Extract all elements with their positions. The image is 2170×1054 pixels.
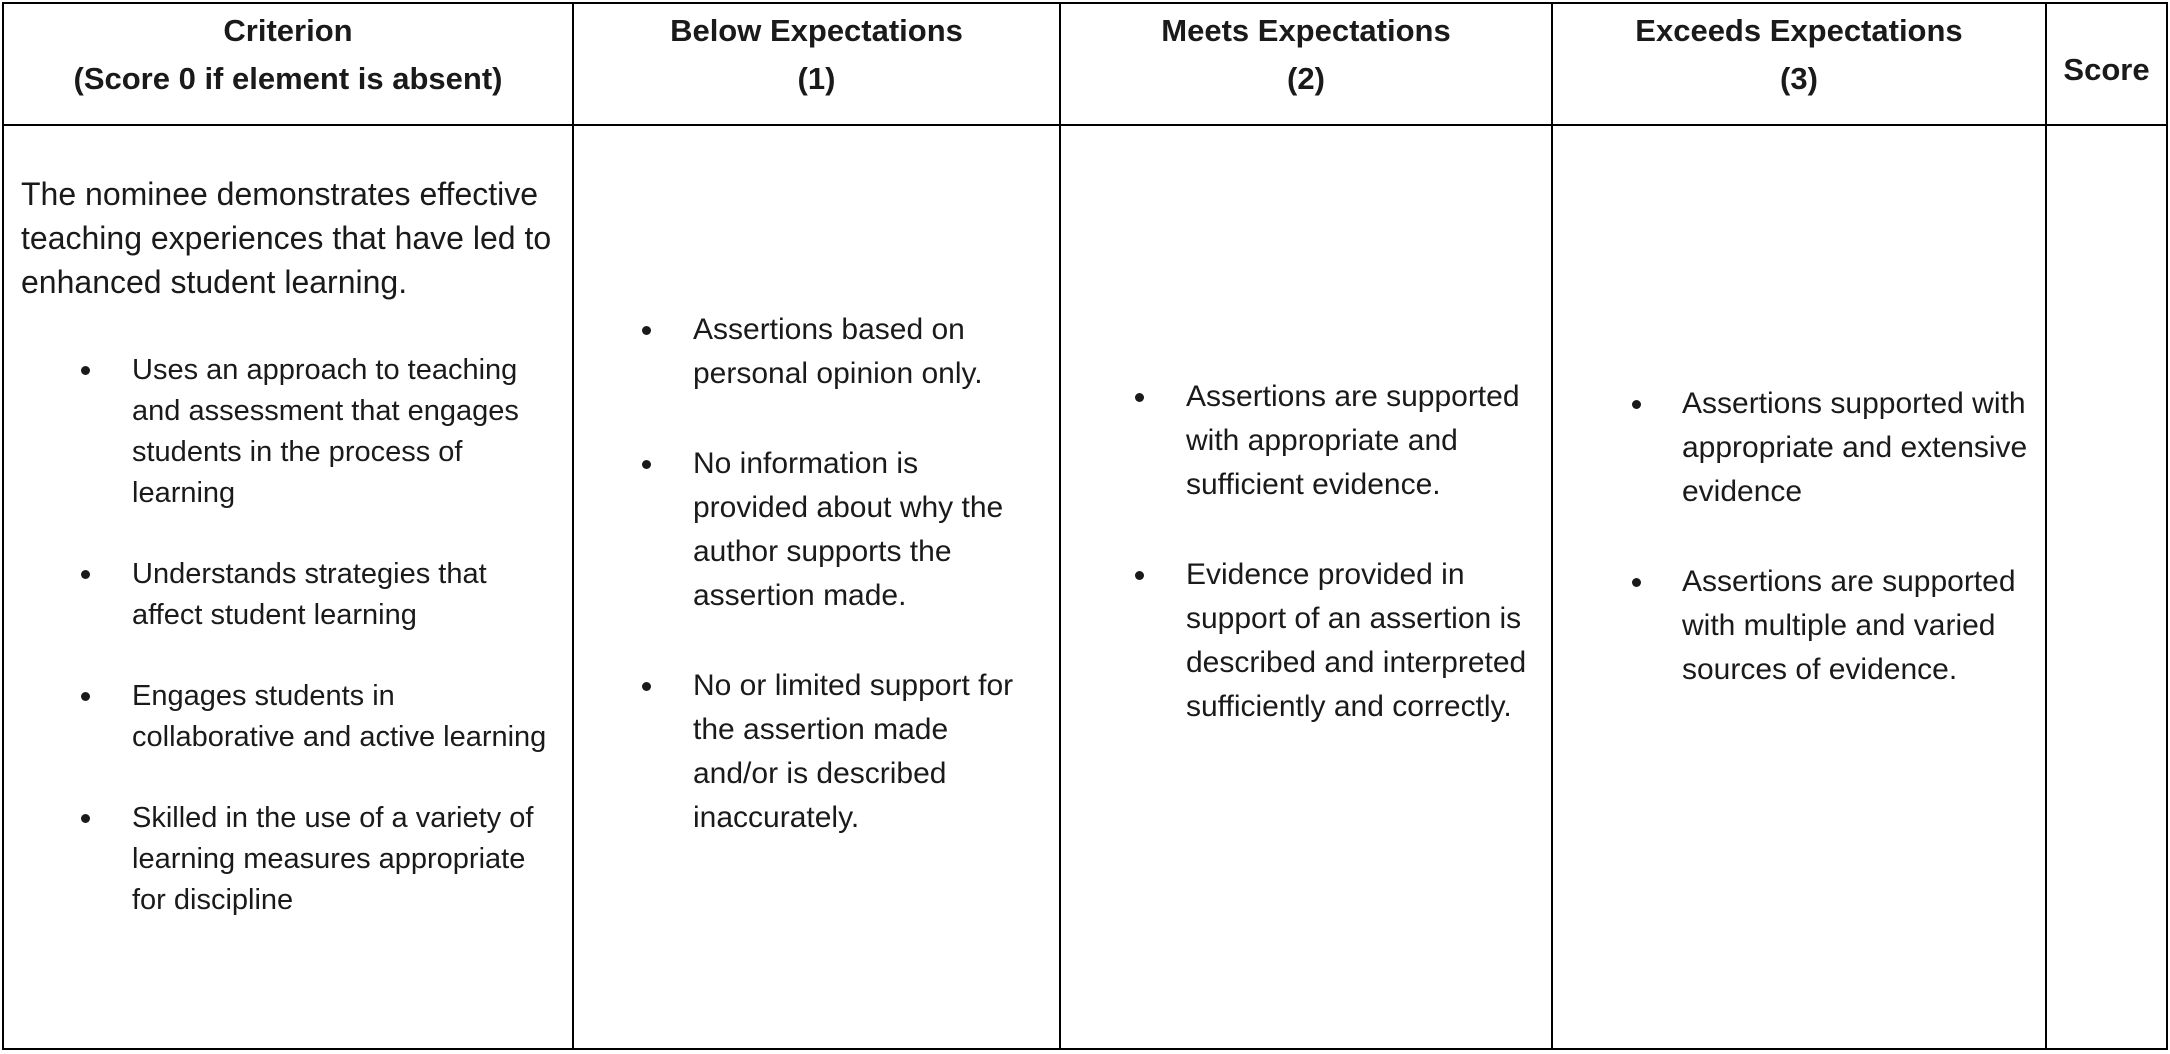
below-expectations-list — [574, 308, 1039, 866]
exceeds-expectations-points: (3) — [1780, 61, 1818, 96]
meets-expectations-item — [1061, 375, 1531, 507]
criterion-item-text: Uses an approach to teaching and assessment that engages students in the process of learning — [132, 354, 519, 509]
meets-expectations-title: Meets Expectations — [1161, 13, 1451, 48]
below-expectations-header — [573, 3, 1060, 125]
meets-expectations-item — [1061, 553, 1531, 729]
bullet-icon — [81, 366, 90, 375]
criterion-item-text: Engages students in collaborative and active learning — [132, 680, 547, 753]
exceeds-expectations-header — [1552, 3, 2046, 125]
meets-expectations-list — [1061, 375, 1531, 729]
bullet-icon — [81, 814, 90, 823]
criterion-item — [21, 798, 558, 921]
criterion-intro: The nominee demonstrates effective teaching experiences that have led to enhanced student learning. — [21, 176, 552, 300]
exceeds-expectations-list — [1553, 382, 2037, 692]
exceeds-item-text: Assertions are supported with multiple and varied sources of evidence. — [1682, 565, 2016, 686]
meets-expectations-header — [1060, 3, 1552, 125]
rubric-table — [2, 2, 2168, 1050]
bullet-icon — [1632, 400, 1641, 409]
below-item-text: No or limited support for the assertion made and/or is described inaccurately. — [693, 669, 1014, 834]
meets-expectations-cell — [1060, 125, 1552, 1049]
criterion-header-title: Criterion — [223, 13, 353, 48]
bullet-icon — [1135, 571, 1144, 580]
criterion-item — [21, 676, 558, 758]
bullet-icon — [81, 692, 90, 701]
bullet-icon — [642, 682, 651, 691]
criterion-list — [21, 350, 558, 921]
meets-item-text: Assertions are supported with appropriate and sufficient evidence. — [1186, 380, 1520, 501]
score-header-label: Score — [2063, 52, 2150, 87]
bullet-icon — [642, 460, 651, 469]
criterion-row — [3, 125, 2167, 1049]
exceeds-expectations-item — [1553, 560, 2037, 692]
below-item-text: No information is provided about why the author supports the assertion made. — [693, 447, 1004, 612]
below-expectations-item — [574, 308, 1039, 396]
exceeds-expectations-title: Exceeds Expectations — [1635, 13, 1963, 48]
criterion-header — [3, 3, 573, 125]
criterion-item — [21, 350, 558, 514]
meets-expectations-points: (2) — [1287, 61, 1325, 96]
bullet-icon — [81, 570, 90, 579]
below-expectations-item — [574, 442, 1039, 618]
exceeds-expectations-item — [1553, 382, 2037, 514]
criterion-item-text: Understands strategies that affect student learning — [132, 558, 487, 631]
criterion-item-text: Skilled in the use of a variety of learning measures appropriate for discipline — [132, 802, 534, 916]
below-item-text: Assertions based on personal opinion only. — [693, 313, 983, 390]
score-cell[interactable] — [2046, 125, 2167, 1049]
below-expectations-points: (1) — [797, 61, 836, 96]
criterion-header-note: (Score 0 if element is absent) — [73, 61, 503, 96]
below-expectations-item — [574, 664, 1039, 840]
bullet-icon — [642, 326, 651, 335]
meets-item-text: Evidence provided in support of an assertion is described and interpreted sufficiently and correctly. — [1186, 558, 1527, 723]
header-row — [3, 3, 2167, 125]
bullet-icon — [1632, 578, 1641, 587]
criterion-cell — [3, 125, 573, 1049]
score-header — [2046, 3, 2167, 125]
exceeds-item-text: Assertions supported with appropriate and extensive evidence — [1682, 387, 2028, 508]
exceeds-expectations-cell — [1552, 125, 2046, 1049]
bullet-icon — [1135, 393, 1144, 402]
below-expectations-cell — [573, 125, 1060, 1049]
criterion-item — [21, 554, 558, 636]
below-expectations-title: Below Expectations — [670, 13, 963, 48]
